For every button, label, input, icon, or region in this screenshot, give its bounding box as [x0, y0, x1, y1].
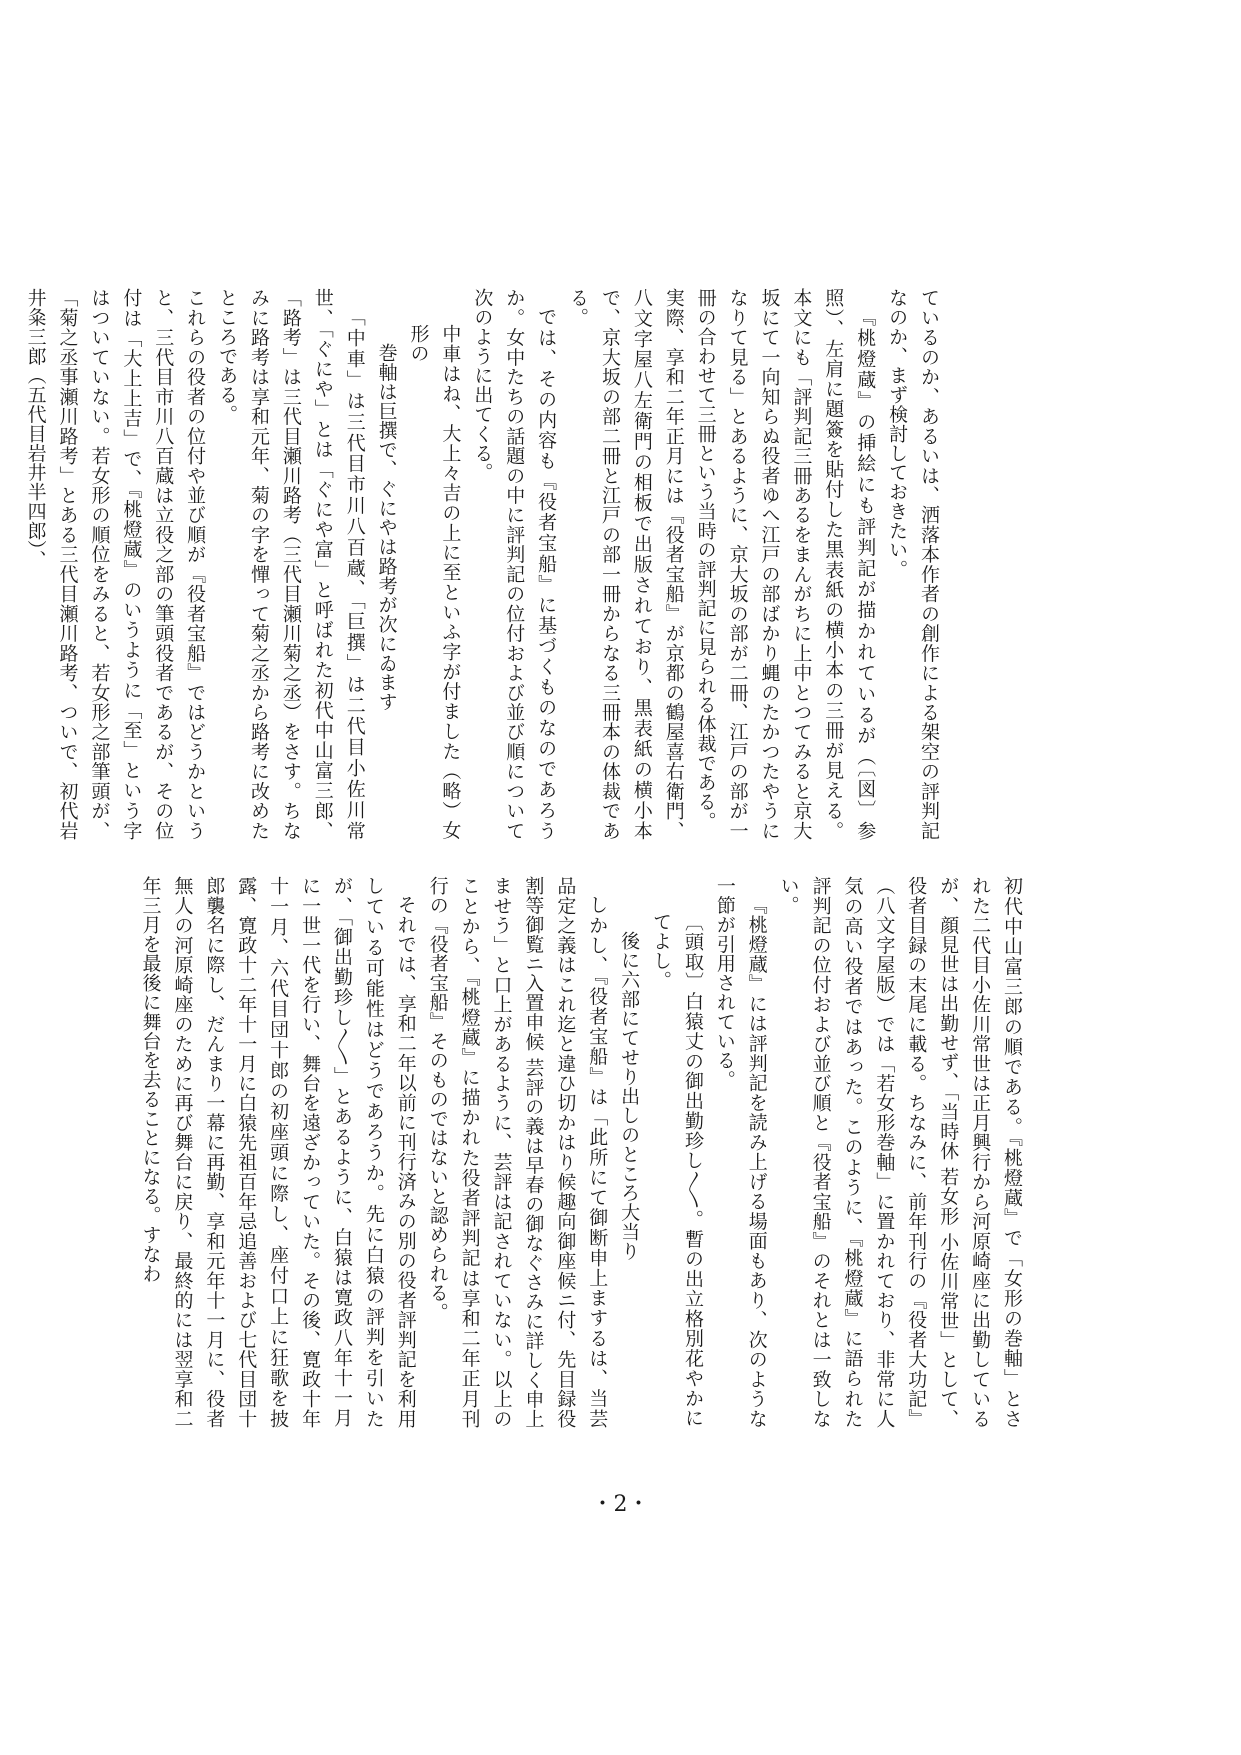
- paragraph-text: 『桃燈蔵』の挿絵にも評判記が描かれているが（〔図〕参照）、左肩に題簽を貼付した黒表紙の横小本の三冊が見える。本文にも「評判記三冊あるをまんがちに上中とつてみると京大坂にて一向知らぬ役者ゆへ江戸の部ばかり蝿のたかつたやうになりて見る」とあるように、京大坂の部が二冊、江戸の部が一冊の合わせて三冊という当時の評判記に見られる体裁である。: [694, 288, 877, 840]
- paragraph: ているのか、あるいは、洒落本作者の創作による架空の評判記なのか、まず検討しておきたい。: [886, 288, 940, 840]
- text-block-top: [24, 288, 944, 840]
- paragraph: 『桃燈蔵』には評判記を読み上げる場面もあり、次のような一節が引用されている。: [713, 876, 768, 1428]
- paragraph: [689, 288, 880, 840]
- quote-line: 後に六部にてせり出しのところ大当り: [618, 931, 641, 1261]
- paragraph: [561, 288, 689, 840]
- quote-line: 中車はね、大上々吉の上に至といふ字が付ました（略）女形の: [407, 324, 462, 840]
- text-block-bottom: [139, 876, 1027, 1428]
- paragraph: では、その内容も『役者宝船』に基づくものなのであろうか。女中たちの話題の中に評判記の位付および並び順について次のように出てくる。: [471, 288, 558, 840]
- block-quote: [370, 288, 466, 840]
- page-number: ・2・: [591, 1492, 650, 1517]
- block-quote: [612, 876, 708, 1428]
- paragraph: しかし、『役者宝船』は「此所にて御断申上まするは、当芸品定之義はこれ迄と違ひ切かはり候趣向御座候ニ付、先目録役割等御覧ニ入置申候 芸評の義は早春の御なぐさみに詳しく申上ませう」と口上があるように、芸評は記されていない。以上のことから、『桃燈蔵』に描かれた役者評判記は享和二年正月刊行の『役者宝船』そのものではないと認められる。: [426, 876, 609, 1428]
- paragraph: それでは、享和二年以前に刊行済みの別の役者評判記を利用している可能性はどうであろうか。先に白猿の評判を引いたが、「御出勤珍し〳〵」とあるように、白猿は寛政八年十一月に一世一代を行い、舞台を遠ざかっていた。その後、寛政十年十一月、六代目団十郎の初座頭に際し、座付口上に狂歌を披露、寛政十二年十一月に白猿先祖百年忌追善および七代目団十郎襲名に際し、だんまり一幕に再勤、享和元年十一月に、役者無人の河原崎座のために再び舞台に戻り、最終的には翌享和二年三月を最後に舞台を去ることになる。すなわ: [139, 876, 417, 1428]
- quote-line: 巻軸は巨撰で、ぐにやは路考が次にゐます: [375, 343, 398, 712]
- paragraph: これらの役者の位付や並び順が『役者宝船』ではどうかというと、三代目市川八百蔵は立役之部の筆頭役者であるが、その位付は「大上上吉」で、『桃燈蔵』のいうように「至」という字はついていない。若女形の順位をみると、若女形之部筆頭が、「菊之丞事瀬川路考」とある三代目瀬川路考、ついで、初代岩井粂三郎（五代目岩井半四郎）、: [24, 288, 207, 840]
- paragraph: 初代中山富三郎の順である。『桃燈蔵』で「女形の巻軸」とされた二代目小佐川常世は正月興行から河原崎座に出勤しているが、顔見世は出勤せず、「当時休 若女形 小佐川常世」として、役者目録の末尾に載る。ちなみに、前年刊行の『役者大功記』（八文字屋版）では「若女形巻軸」に置かれており、非常に人気の高い役者ではあった。このように、『桃燈蔵』に語られた評判記の位付および並び順と『役者宝船』のそれとは一致しない。: [777, 876, 1023, 1428]
- paragraph: 「中車」は三代目市川八百蔵、「巨撰」は二代目小佐川常世、「ぐにや」とは「ぐにや富」と呼ばれた初代中山富三郎、「路考」は三代目瀬川路考（三代目瀬川菊之丞）をさす。ちなみに路考は享和元年、菊の字を憚って菊之丞から路考に改めたところである。: [216, 288, 366, 840]
- quote-line: 〔頭取〕白猿丈の御出勤珍し〳〵。暫の出立格別花やかにてよし。: [650, 912, 704, 1428]
- paragraph-text: 実際、享和二年正月には『役者宝船』が京都の鶴屋喜右衛門、八文字屋八左衛門の相板で出版されており、黒表紙の横小本で、京大坂の部二冊と江戸の部一冊からなる三冊本の体裁である。: [567, 288, 685, 840]
